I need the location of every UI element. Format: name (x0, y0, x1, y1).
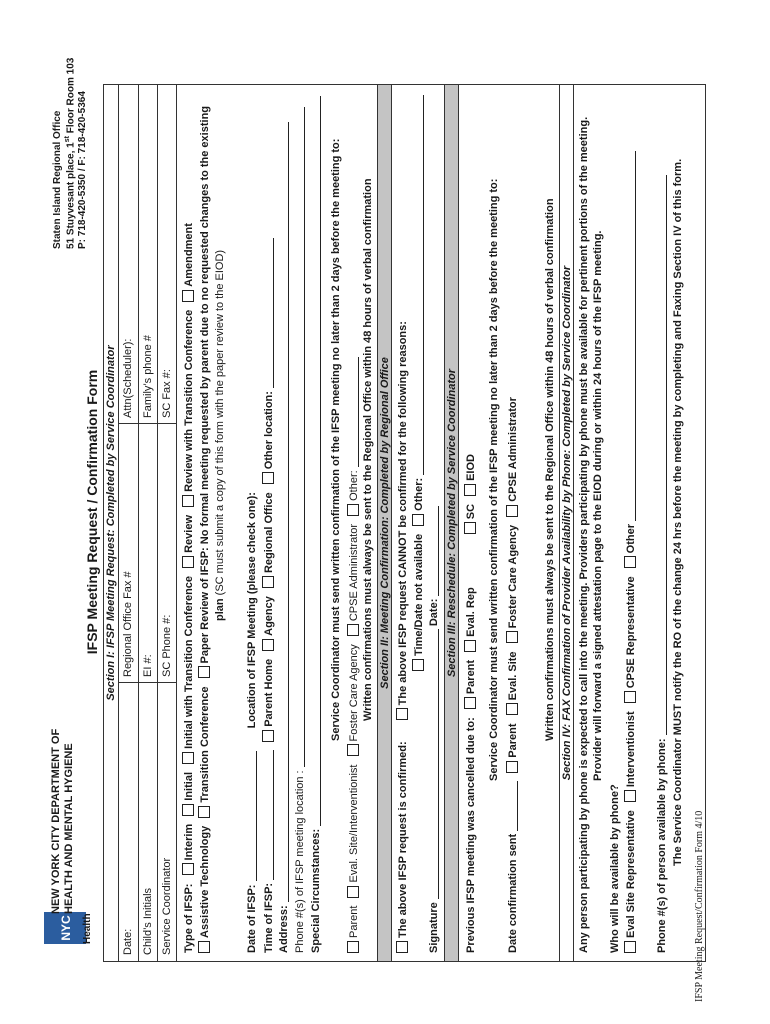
date-of-ifsp-input[interactable] (256, 751, 257, 881)
parent-home-checkbox[interactable] (262, 730, 274, 742)
paper-review-text: No formal meeting requested by parent due to no requested changes to the existing (199, 105, 211, 545)
section3-heading: Section III: Reschedule: Completed by Service Coordinator (444, 85, 459, 961)
nyc-logo-text: NYC (59, 915, 73, 941)
address-label: Address: (278, 905, 290, 953)
location-label: Location of IFSP Meeting (please check one): (246, 492, 258, 729)
initial-checkbox[interactable] (182, 804, 194, 816)
sc-must-send-text: Service Coordinator must send written confirmation of the IFSP meeting no later than 2 days before the meeting to: (330, 138, 342, 741)
paper-review-note-row: plan (SC must submit a copy of this form with the paper review to the EIOD) (214, 249, 226, 621)
time-of-ifsp-row: Time of IFSP: Parent Home Agency Regional Office Other location: (262, 238, 276, 953)
phone-numbers-label: Phone #(s) of person available by phone: (656, 738, 668, 953)
child-initials-field[interactable]: Child’s Initials (142, 887, 154, 955)
other-location-checkbox[interactable] (262, 472, 274, 484)
ei-number-field[interactable]: EI #: (142, 654, 154, 677)
type-of-ifsp-row2: Assistive Technology Transition Conference Paper Review of IFSP: No formal meeting requested by parent due to no requested changes to the existing (198, 106, 212, 953)
signature-row (428, 506, 441, 953)
sent-foster-care-checkbox[interactable] (506, 631, 518, 643)
type-of-ifsp-label: Type of IFSP: (183, 883, 195, 953)
date-of-ifsp-row (246, 492, 259, 953)
location-phone-row (294, 107, 307, 953)
phone-other-checkbox[interactable] (624, 556, 636, 568)
agency-line1: NEW YORK CITY DEPARTMENT OF (50, 728, 62, 914)
sent-parent-checkbox[interactable] (506, 761, 518, 773)
form-frame (103, 84, 706, 962)
address-row (278, 122, 291, 953)
date-of-ifsp-label: Date of IFSP: (246, 884, 258, 953)
cancel-eval-rep-checkbox[interactable] (464, 640, 476, 652)
section2-heading: Section II: Meeting Confirmation: Completed by Regional Office (377, 85, 392, 961)
service-coordinator-field[interactable]: Service Coordinator (161, 857, 173, 955)
nyc-logo (44, 912, 86, 944)
form-id-footer: IFSP Meeting Request/Confirmation Form 4/10 (694, 810, 705, 1002)
agency-name (50, 729, 76, 914)
office-phone: P: 718-420-5350 / F: 718-420-5364 (77, 91, 89, 249)
written-confirmation-note: Written confirmations must always be sent to the Regional Office within 48 hours of verbal confirmation (362, 178, 374, 721)
agency-checkbox[interactable] (262, 639, 274, 651)
signature-label: Signature (428, 902, 440, 953)
cancel-eiod-checkbox[interactable] (464, 484, 476, 496)
phone-numbers-input[interactable] (666, 175, 667, 735)
other-reason-input[interactable] (423, 95, 424, 475)
cancelled-row: Previous IFSP meeting was cancelled due to: Parent Eval. Rep SC EIOD (465, 454, 477, 953)
review-checkbox[interactable] (182, 556, 194, 568)
regional-office-checkbox[interactable] (262, 576, 274, 588)
time-of-ifsp-label: Time of IFSP: (263, 882, 275, 953)
signature-input[interactable] (438, 629, 439, 899)
notify-ro-text: The Service Coordinator MUST notify the RO of the change 24 hrs before the meeting by completing and Faxing Section IV of this form. (672, 158, 684, 866)
time-not-available-checkbox[interactable] (412, 659, 424, 671)
signature-date-label: Date: (428, 598, 440, 627)
confirmed-label: The above IFSP request is confirmed: (397, 741, 409, 938)
cancel-parent-checkbox[interactable] (464, 697, 476, 709)
section1-heading: Section I: IFSP Meeting Request: Completed by Service Coordinator (104, 85, 119, 961)
scheduler-field[interactable]: Attn(Scheduler): (122, 338, 134, 418)
who-available-label: Who will be available by phone? (609, 784, 621, 953)
confirmed-row (396, 321, 410, 953)
cancelled-label: Previous IFSP meeting was cancelled due to: (465, 717, 477, 953)
sent-eval-site-checkbox[interactable] (506, 703, 518, 715)
address-input[interactable] (288, 122, 289, 902)
family-phone-field[interactable]: Family’s phone # (142, 335, 154, 418)
regional-fax-field[interactable]: Regional Office Fax # (122, 571, 134, 677)
health-label: Health (82, 913, 93, 944)
section4-notice-1: Any person participating by phone is expected to call into the meeting. Providers participating by phone must be available for pertinent portions of the meeting. (578, 116, 590, 953)
send-eval-site-checkbox[interactable] (347, 886, 359, 898)
send-other-input[interactable] (358, 357, 359, 467)
send-to-row: Parent Eval. Site/Interventionist Foster Care Agency CPSE Administrator Other: (347, 357, 361, 953)
confirmed-checkbox[interactable] (396, 941, 408, 953)
review-transition-checkbox[interactable] (182, 495, 194, 507)
send-other-checkbox[interactable] (347, 504, 359, 516)
cancel-sc-checkbox[interactable] (464, 522, 476, 534)
date-sent-input[interactable] (517, 781, 518, 831)
sent-cpse-checkbox[interactable] (506, 505, 518, 517)
send-cpse-checkbox[interactable] (347, 624, 359, 636)
send-foster-care-checkbox[interactable] (347, 744, 359, 756)
phone-other-input[interactable] (635, 151, 636, 521)
location-phone-label: Phone #(s) of IFSP meeting location : (294, 770, 306, 953)
send-parent-checkbox[interactable] (347, 941, 359, 953)
agency-line2: HEALTH AND MENTAL HYGIENE (63, 743, 76, 914)
interim-checkbox[interactable] (182, 863, 194, 875)
initial-transition-checkbox[interactable] (182, 752, 194, 764)
sc-fax-field[interactable]: SC Fax #: (161, 369, 173, 418)
paper-review-note: (SC must submit a copy of this form with the paper review to the EIOD) (214, 249, 226, 596)
form-title: IFSP Meeting Request / Confirmation Form (84, 369, 100, 655)
phone-cpse-checkbox[interactable] (624, 691, 636, 703)
type-of-ifsp-row: Type of IFSP: Interim Initial Initial with Transition Conference Review Review with Transition Conference Amendment (183, 223, 195, 953)
other-reason-checkbox[interactable] (412, 514, 424, 526)
section4-heading: Section IV: FAX Confirmation of Provider Availability by Phone: Completed by Service Coordinator (559, 85, 574, 961)
paper-review-checkbox[interactable] (198, 666, 210, 678)
phone-numbers-row (656, 175, 669, 953)
time-of-ifsp-input[interactable] (273, 750, 274, 880)
location-phone-input[interactable] (304, 107, 305, 767)
special-circumstances-row (310, 96, 323, 953)
special-circumstances-label: Special Circumstances: (310, 828, 322, 953)
date-field[interactable]: Date: (122, 928, 134, 955)
amendment-checkbox[interactable] (182, 290, 194, 302)
reschedule-sc-must-text: Service Coordinator must send written confirmation of the IFSP meeting no later than 2 days before the meeting to: (488, 178, 500, 781)
date-sent-row: Date confirmation sent Parent Eval. Site Foster Care Agency CPSE Administrator (507, 397, 519, 953)
who-available-row: Eval Site Representative Interventionist CPSE Representative Other (624, 151, 638, 953)
office-address: 51 Stuyvesant place, 1st Floor Room 103 (64, 57, 77, 249)
assistive-technology-checkbox[interactable] (198, 941, 210, 953)
phone-interventionist-checkbox[interactable] (624, 790, 636, 802)
phone-eval-site-checkbox[interactable] (624, 941, 636, 953)
special-circumstances-input[interactable] (320, 96, 321, 826)
reschedule-written-note: Written confirmations must always be sent to the Regional Office within 48 hours of verbal confirmation (544, 198, 556, 741)
sc-phone-field[interactable]: SC Phone #: (161, 614, 173, 677)
reasons-row: Time/Date not available Other: (412, 95, 426, 671)
cannot-confirm-checkbox[interactable] (396, 708, 408, 720)
transition-conference-checkbox[interactable] (198, 806, 210, 818)
other-location-input[interactable] (273, 238, 274, 388)
office-name: Staten Island Regional Office (52, 110, 63, 249)
date-sent-label: Date confirmation sent (507, 833, 519, 953)
signature-date-input[interactable] (438, 506, 439, 596)
cannot-confirm-label: The above IFSP request CANNOT be confirmed for the following reasons: (397, 321, 409, 706)
section4-notice-2: Provider will forward a signed attestation page to the EIOD during or within 24 hours of the IFSP meeting. (592, 230, 604, 781)
